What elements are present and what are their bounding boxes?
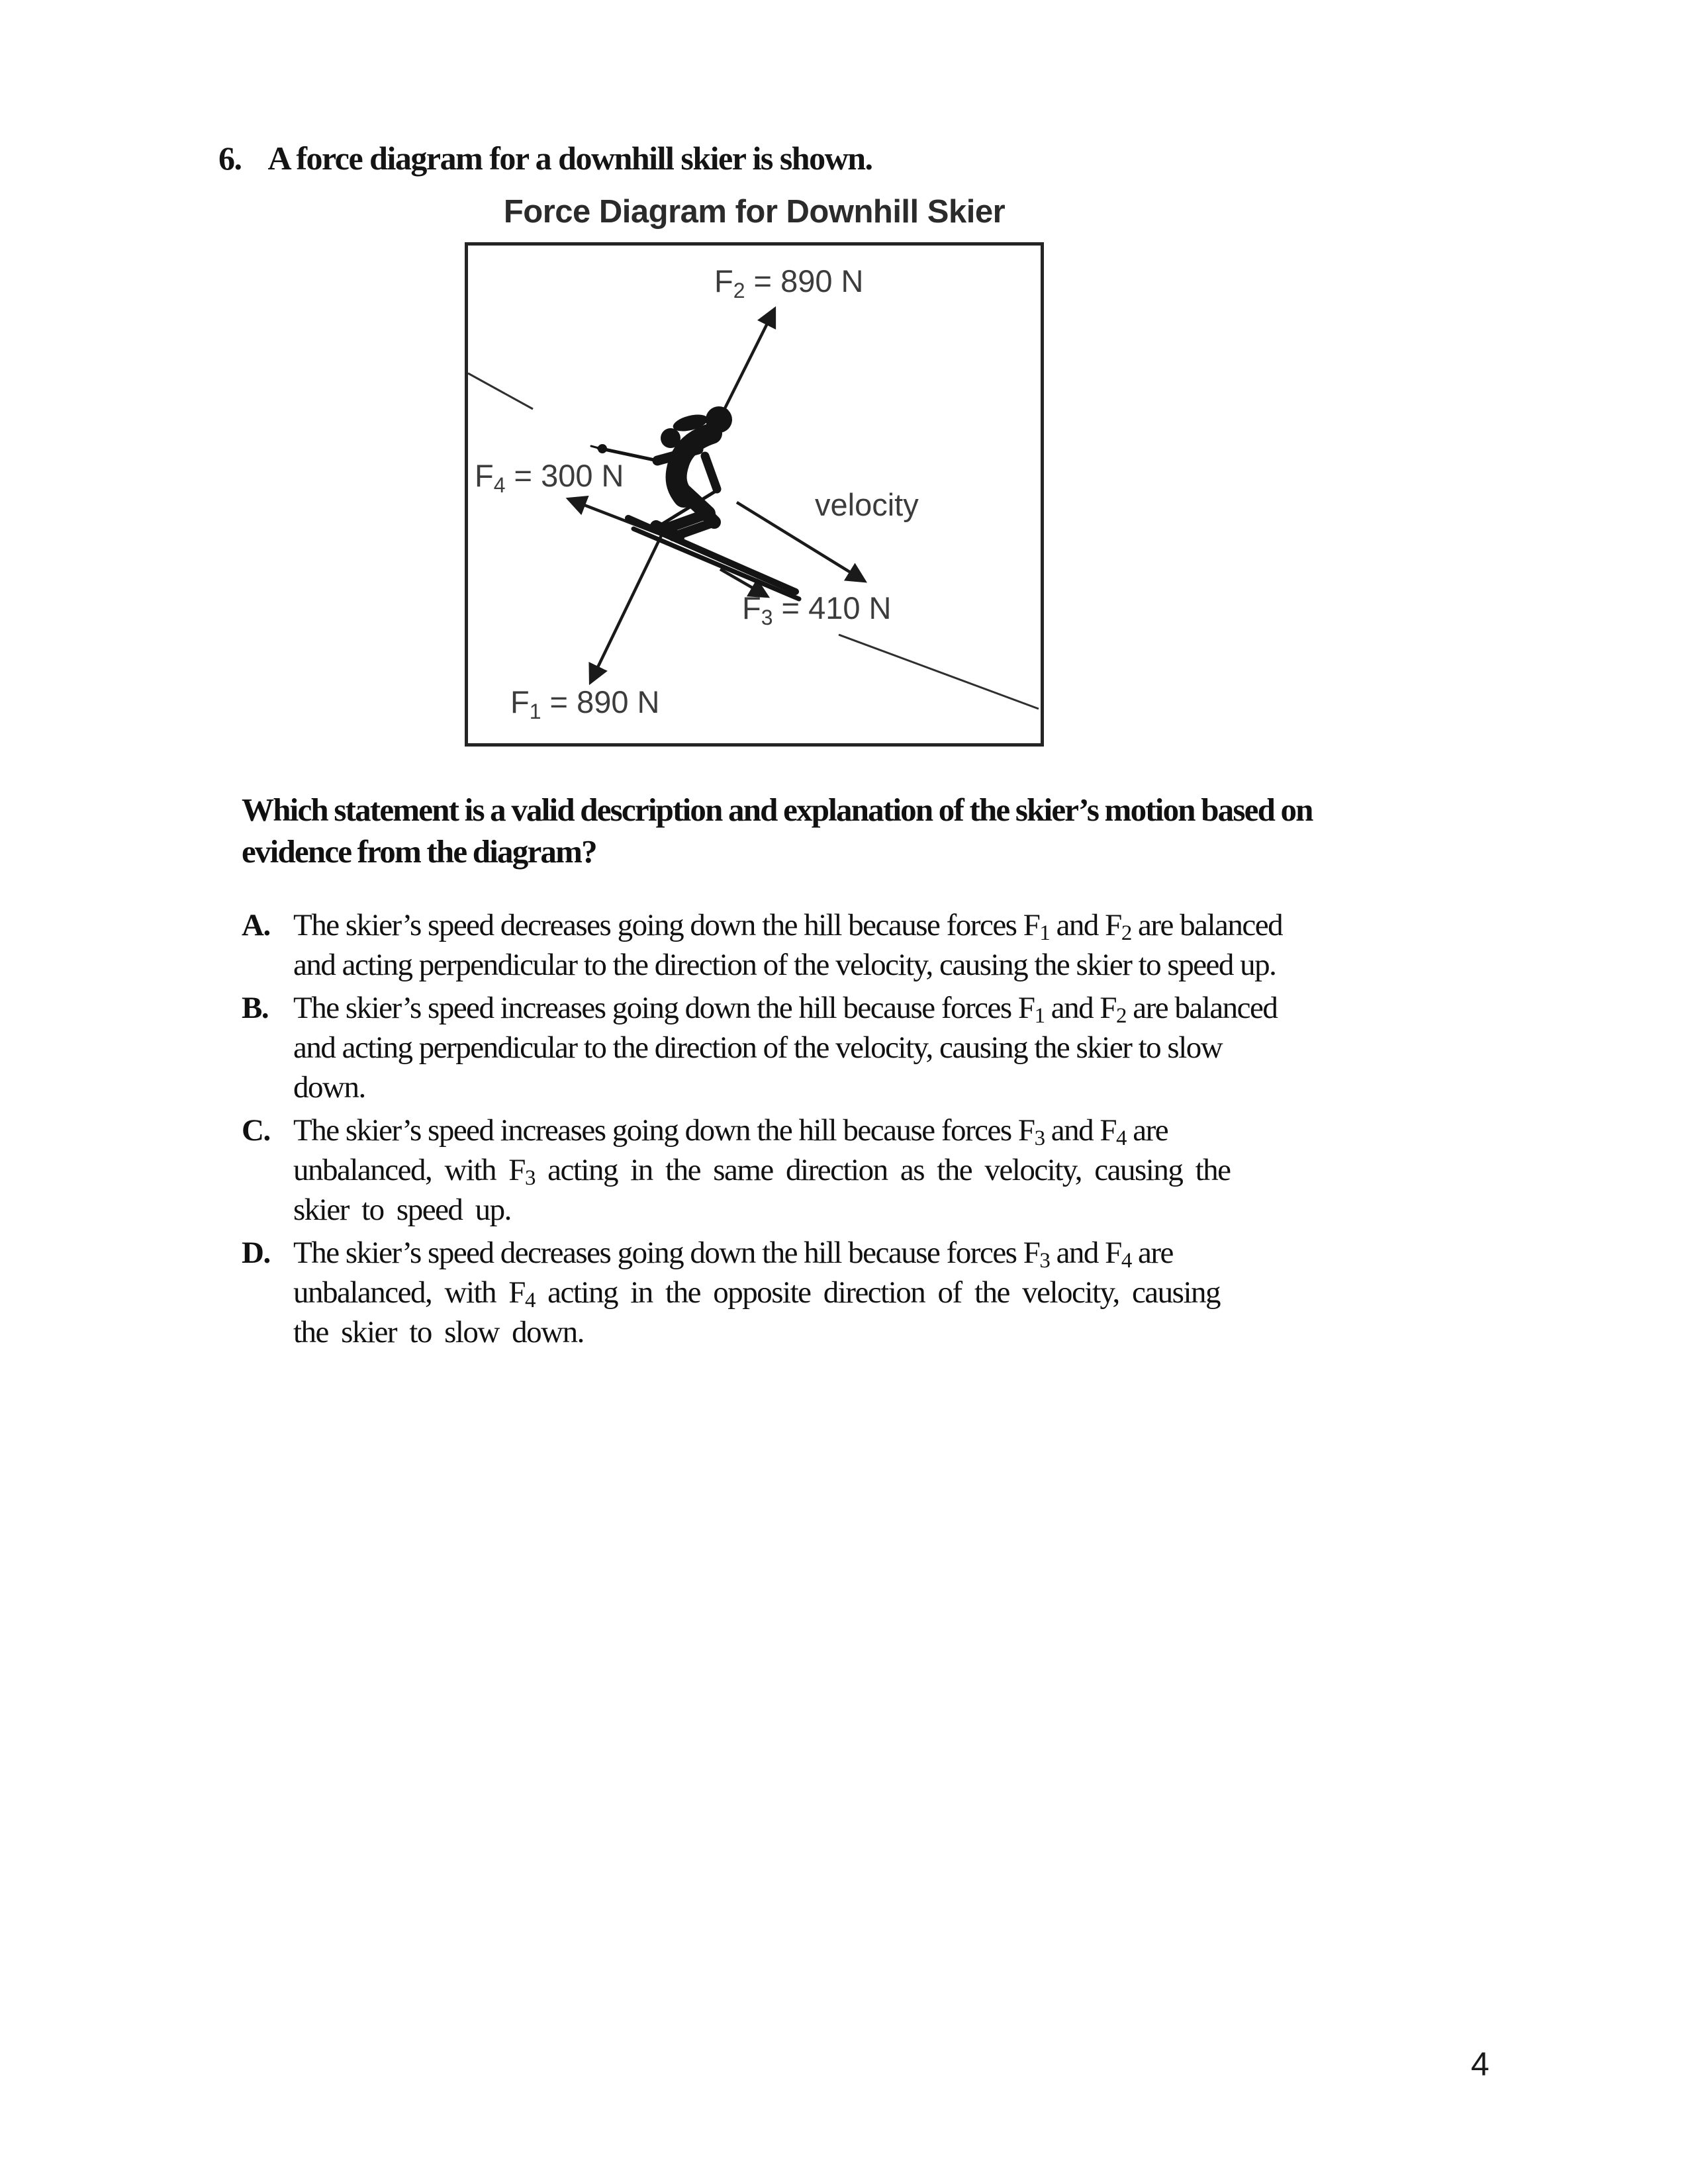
option-text	[293, 1111, 1231, 1230]
page-number: 4	[1471, 2046, 1489, 2083]
option-line: The skier’s speed increases going down the hill because forces $F_1$ and $F_2$ are balanced	[293, 991, 1278, 1028]
question-stem	[242, 789, 1313, 872]
answer-option-c	[242, 1111, 1282, 1230]
force-diagram	[465, 242, 1044, 747]
f1-arrow	[590, 530, 664, 682]
option-line: unbalanced, with $F_3$ acting in the same direction as the velocity, causing the	[293, 1153, 1231, 1191]
diagram-title: Force Diagram for Downhill Skier	[503, 194, 1006, 230]
option-line: skier to speed up.	[293, 1193, 511, 1227]
option-line: The skier’s speed decreases going down the hill because forces $F_3$ and $F_4$ are	[293, 1236, 1173, 1273]
option-letter: D.	[242, 1236, 270, 1270]
option-line: The skier’s speed increases going down the hill because forces $F_3$ and $F_4$ are	[293, 1113, 1168, 1151]
question-header	[218, 139, 872, 177]
option-text	[293, 988, 1277, 1107]
f2-arrow	[724, 309, 774, 411]
option-text	[293, 905, 1282, 985]
f3-force-label: $F_3 = 410$ N	[742, 590, 892, 629]
option-line: the skier to slow down.	[293, 1315, 584, 1349]
option-text	[293, 1233, 1220, 1352]
answer-options	[242, 905, 1282, 1355]
stem-line: Which statement is a valid description and explanation of the skier’s motion based on	[242, 792, 1313, 828]
stem-line: evidence from the diagram?	[242, 833, 596, 870]
option-line: unbalanced, with $F_4$ acting in the opposite direction of the velocity, causing	[293, 1275, 1221, 1313]
option-line: The skier’s speed decreases going down the hill because forces $F_1$ and $F_2$ are balanced	[293, 908, 1283, 946]
skier-icon	[591, 406, 799, 599]
question-number: 6.	[218, 140, 242, 177]
f2-force-label: $F_2 = 890$ N	[714, 263, 864, 302]
question-prompt: A force diagram for a downhill skier is shown.	[267, 140, 872, 177]
option-letter: C.	[242, 1113, 270, 1148]
velocity-label: velocity	[815, 487, 919, 522]
option-line: and acting perpendicular to the direction of the velocity, causing the skier to speed up.	[293, 948, 1276, 982]
f1-force-label: $F_1 = 890$ N	[510, 684, 660, 723]
f4-force-label: $F_4 = 300$ N	[475, 458, 624, 497]
option-line: and acting perpendicular to the direction of the velocity, causing the skier to slow	[293, 1030, 1223, 1065]
force-diagram-canvas	[468, 246, 1041, 743]
option-line: down.	[293, 1070, 365, 1105]
answer-option-d	[242, 1233, 1282, 1352]
option-letter: B.	[242, 991, 269, 1025]
answer-option-a	[242, 905, 1282, 985]
option-letter: A.	[242, 908, 270, 942]
slope-line	[468, 373, 1039, 709]
answer-option-b	[242, 988, 1282, 1107]
